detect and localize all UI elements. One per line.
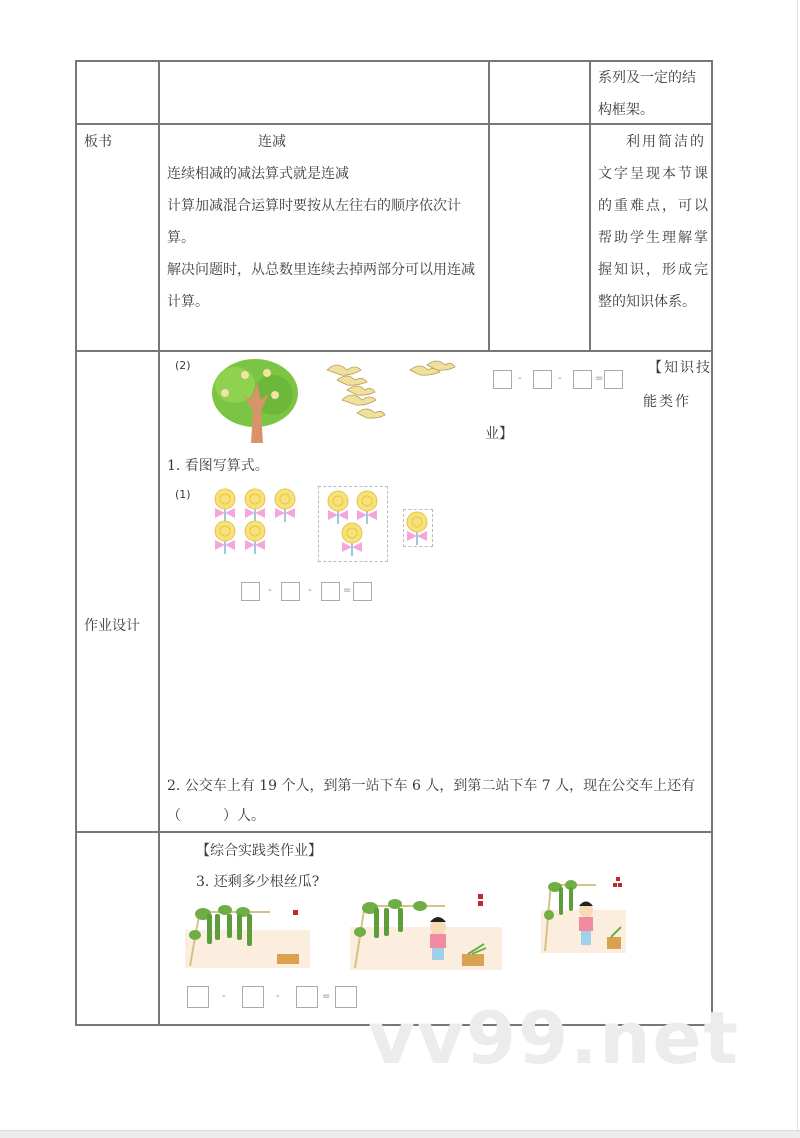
page-edge <box>797 0 798 1130</box>
row-label-homework: 作业设计 <box>84 618 140 634</box>
tree-birds-illustration <box>205 355 305 443</box>
lollipop-icon <box>406 511 428 545</box>
equals-sign: = <box>322 991 331 1002</box>
board-line: 计算加减混合运算时要按从左往右的顺序依次计 <box>167 198 461 214</box>
col-divider <box>488 60 490 352</box>
lollipop-icon <box>214 488 236 522</box>
answer-box[interactable] <box>604 370 623 389</box>
answer-box[interactable] <box>335 986 357 1008</box>
board-line: 连续相减的减法算式就是连减 <box>167 166 349 182</box>
answer-box[interactable] <box>241 582 260 601</box>
loofah-scene-1 <box>185 900 310 968</box>
q1-title: 1. 看图写算式。 <box>167 458 269 474</box>
knowledge-tag-line: 能类作 <box>643 394 691 410</box>
table-border-left <box>75 60 77 1026</box>
board-line: 算。 <box>167 230 195 246</box>
board-note-line: 整的知识体系。 <box>598 294 696 310</box>
answer-box[interactable] <box>281 582 300 601</box>
lollipop-icon <box>244 520 266 554</box>
answer-box[interactable] <box>242 986 264 1008</box>
lollipop-icon <box>274 488 296 522</box>
board-line: 计算。 <box>167 294 209 310</box>
q3-title: 3. 还剩多少根丝瓜? <box>196 874 320 890</box>
row-divider <box>75 350 713 352</box>
minus-sign: - <box>268 585 272 596</box>
row1-note-line: 系列及一定的结 <box>598 70 696 86</box>
board-note-line: 利用简洁的 <box>626 134 706 150</box>
equals-sign: = <box>343 585 352 596</box>
board-line: 解决问题时，从总数里连续去掉两部分可以用连减 <box>167 262 475 278</box>
answer-box[interactable] <box>573 370 592 389</box>
row1-note-line: 构框架。 <box>598 102 654 118</box>
knowledge-tag-line: 业】 <box>485 426 513 442</box>
col-divider <box>158 60 160 1026</box>
row-label-board: 板书 <box>84 134 112 150</box>
q2-text-blank: （ ）人。 <box>167 808 265 824</box>
knowledge-tag-line: 【知识技 <box>648 360 712 376</box>
equals-sign: = <box>595 373 604 384</box>
q1-tag: (1) <box>175 488 191 501</box>
board-note-line: 握知识，形成完 <box>598 262 710 278</box>
lollipop-icon <box>214 520 236 554</box>
answer-box[interactable] <box>321 582 340 601</box>
board-note-line: 帮助学生理解掌 <box>598 230 710 246</box>
practice-section-title: 【综合实践类作业】 <box>196 843 322 859</box>
lollipop-icon <box>244 488 266 522</box>
minus-sign: - <box>518 373 522 384</box>
answer-box[interactable] <box>187 986 209 1008</box>
watermark: vv99.net <box>368 996 740 1080</box>
minus-sign: - <box>558 373 562 384</box>
flying-birds-illustration <box>322 355 462 425</box>
board-note-line: 文字呈现本节课 <box>598 166 710 182</box>
table-border-right <box>711 60 713 1026</box>
answer-box[interactable] <box>296 986 318 1008</box>
q2-tag: (2) <box>175 359 191 372</box>
q2-text: 2. 公交车上有 19 个人，到第一站下车 6 人，到第二站下车 7 人，现在公交车上还有 <box>167 778 696 794</box>
answer-box[interactable] <box>493 370 512 389</box>
lollipop-icon <box>341 522 363 556</box>
answer-box[interactable] <box>533 370 552 389</box>
board-title: 连减 <box>258 134 286 150</box>
minus-sign: - <box>276 991 280 1002</box>
loofah-scene-3 <box>541 875 626 953</box>
loofah-scene-2 <box>350 892 502 970</box>
col-divider <box>589 60 591 352</box>
minus-sign: - <box>222 991 226 1002</box>
lollipop-icon <box>356 490 378 524</box>
minus-sign: - <box>308 585 312 596</box>
answer-box[interactable] <box>353 582 372 601</box>
lollipop-icon <box>327 490 349 524</box>
board-note-line: 的重难点，可以 <box>598 198 710 214</box>
